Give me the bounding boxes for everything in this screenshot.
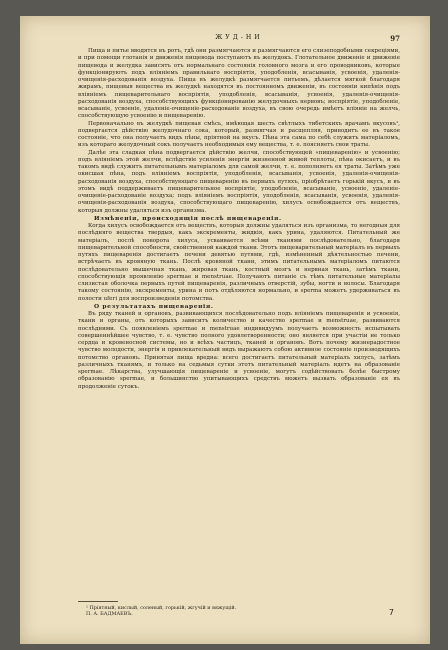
footnotes bbox=[78, 601, 400, 618]
signature-mark: 7 bbox=[388, 608, 394, 618]
paragraph: Первоначально въ желудкѣ пищевая смѣсь, имѣющая шесть свѣтлыхъ тибетскихъ врачамъ вкусовъ¹, подвергается дѣйствію желудочнаго сока, который, размягчая и расщепляя, приводитъ ее въ такое состояніе, что она получаетъ видъ пѣны, пріятной на вкусъ. Пѣна эта сама по себѣ служитъ матеріаломъ, изъ котораго желудочный сокъ получаетъ необходимыя ему вещества, т. е. поясняетъ свои траты. bbox=[78, 120, 400, 149]
section-heading: Измѣненія, происходящія послѣ пищеваренія. bbox=[94, 215, 282, 223]
page-number: 97 bbox=[390, 34, 400, 43]
paragraph: Далѣе эта сладкая пѣна подвергается дѣйствію желчи, способствующей «пищеваренію» и усвоенію; подъ вліяніемъ этой желчи, вслѣдствіе усиленія энергіи жизненной живой теплоты, пѣна окисаетъ, и въ такомъ видѣ служитъ питательнымъ матеріаломъ для самой желчи, т. е. пополняетъ ея траты. Затѣмъ уже окисшая пѣна, подъ вліяніемъ воспріятія, уподобленія, всасыванія, усвоенія, удаленія-очищенія-расходованія воздуха, способствующаго пищеваренію въ первыхъ путяхъ, пріобрѣтаетъ горькій вкусъ, и въ этомъ видѣ поддерживаетъ пищеварительное воспріятіе, уподобленіе, всасываніе, усвоеніе, удаленіе-очищеніе-расходованіе воздуха; подъ вліяніемъ воспріятія, уподобленія, всасыванія, усвоенія, удаленія-очищенія-расходованія воздуха, способствующаго пищеваренію, хилусъ освобождается отъ веществъ, которыя должны удаляться изъ организма. bbox=[78, 149, 400, 214]
section-heading: О результатахъ пищеваренія. bbox=[94, 303, 214, 311]
paragraph: Когда хилусъ освобождается отъ веществъ, которыя должны удаляться изъ организма, то негодныя для послѣдняго вещества твердыя, какъ экскременты, жидкія, какъ урина, удаляются. Питательный же матеріалъ, послѣ поворота хилуса, усваивается всѣми тканями послѣдовательно, благодаря пищеварительной способности, свойственной каждой ткани. Этотъ пищеварительный матеріалъ въ первыхъ путяхъ пищеваренія достигаетъ печени девятью путями, гдѣ, измѣненный дѣятельностью печени, встрѣчаетъ въ кровяную ткань. Послѣ кровяной ткани, этимъ питательнымъ матеріаломъ питаются послѣдовательно мышечная ткань, жировая ткань, костный мозгъ и нервная ткань, затѣмъ ткани, способствующія проявленію spermae и menstruae. Получаютъ питаніе съ тѣмъ питательные матеріалы слизистая оболочка первыхъ путей пищеваренія, различныхъ отверстій, зубы, ногти и волосы. Благодаря такому состоянію, экскременты, урина и потъ отдѣляются нормально, и sperma можетъ удерживаться въ полости ufeгі для воспроизведенія потомства. bbox=[78, 223, 400, 302]
author-signature: П. А. БАДМАЕВЪ. bbox=[86, 611, 133, 618]
paragraph: Въ ряду тканей и органовъ, развивающихся послѣдовательно подъ вліяніемъ пищеваренія и усвоенія, ткани и органы, отъ которыхъ зависитъ количество и качество spermae и menstruae, развиваются послѣдними. Съ появленіемъ spermae и menstruae индивидуумъ получаетъ возможность испытывать совершеннѣйшее чувство, т. е. чувство полного удовлетворенности; оно является при участіи не только сердца и кровеносной системы, но и всѣхъ частицъ, тканей и органовъ. Вотъ почему жизнерадостное чувство молодости, энергія и привлекательный видъ выражаютъ собою активное состояніе производящихъ потомство органовъ. Принятая пища вредна: всего достигаетъ питательный матеріалъ хилусъ, затѣмъ различныхъ тканямъ, и только на седьмыя сутки этотъ питательный матеріалъ идетъ на образованіе spermae. Лѣкарства, улучшающія пищевареніе и усвоеніе, могутъ содѣйствовать болѣе быстрому образованію spermae, и большинство упитывающихъ средствъ можетъ вызвать образованіе ея въ продолженіе сутокъ. bbox=[78, 311, 400, 390]
footnote-rule bbox=[78, 601, 118, 602]
page-header bbox=[78, 34, 400, 44]
body-text bbox=[78, 48, 400, 391]
running-title: ЖУД-НИ bbox=[215, 34, 263, 41]
book-page bbox=[20, 16, 430, 644]
paragraph: Пища и питье вводятся въ ротъ, гдѣ они размягчаются и размягчаются его слизеподобными секреціями, и при помощи глотанія и движенія пищевода поступаютъ въ желудокъ. Глотательное движеніе и движеніе пищевода и желудка зависятъ отъ нормальнаго состоянія головного мозга и его проводниковъ, которые функціонируютъ подъ вліяніемъ правильнаго воспріятія, уподобленія, всасыванія, усвоенія, удаленія-очищенія-расходованія воздуха. Пища въ желудкѣ размягчается питьемъ, дѣлается мягкой благодаря жирамъ, пищевыя вещества въ желудкѣ находятся въ постоянномъ движеніи, въ состояніи кипѣнія подъ вліяніемъ пищеварительнаго воспріятія, уподобленія, всасыванія, усвоенія, удаленія-очищенія-расходованія воздуха, способствующихъ функціонированію желудочныхъ нервовъ; воспріятіе, уподобленіе, всасываніе, усвоеніе, удаленіе-очищеніе-расходованіе воздуха, въ свою очередь имѣетъ вліяніе на желчь, способствующую усвоенію и пищеваренію. bbox=[78, 48, 400, 120]
footnote: ¹ Пріятный, кислый, соленый, горькій, жгучій и вяжущій. bbox=[86, 605, 237, 611]
